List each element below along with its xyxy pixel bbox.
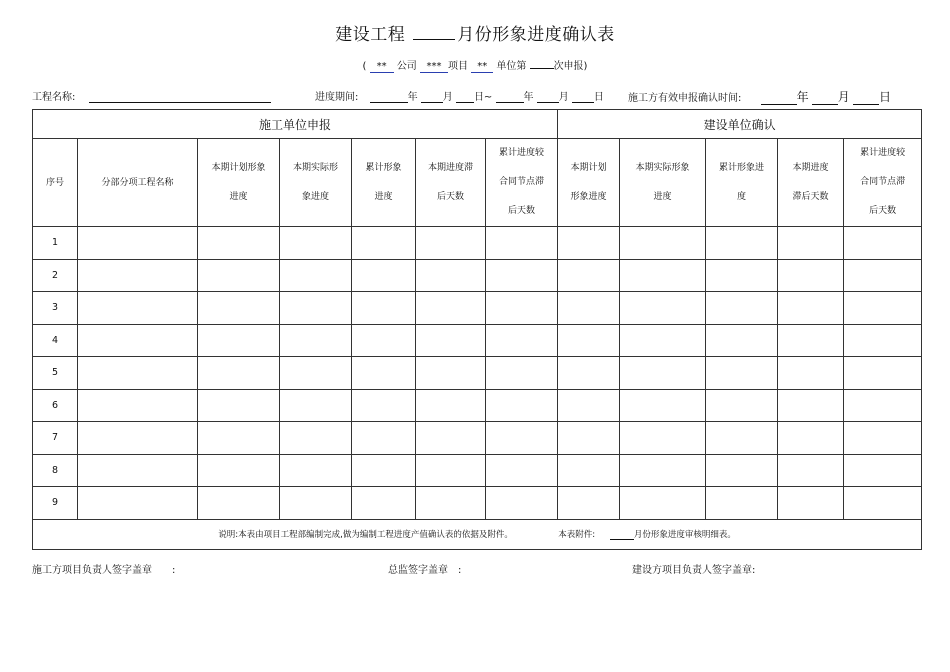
contractor-signature: 施工方项目负责人签字盖章 : (32, 565, 176, 576)
table-cell (280, 422, 352, 455)
group-contractor-header: 施工单位申报 (33, 110, 558, 139)
table-cell (778, 227, 844, 260)
table-cell (280, 324, 352, 357)
column-header (78, 139, 198, 227)
column-header-line: 本期进度 (792, 162, 829, 173)
period-start-day-line (456, 91, 474, 103)
row-number: 7 (33, 422, 78, 455)
note-text: 说明:本表由项目工程部编制完成,做为编制工程进度产值确认表的依据及附件。 (218, 530, 513, 540)
table-cell (198, 454, 280, 487)
column-header-line: 分部分项工程名称 (101, 177, 174, 188)
subtitle-close: 次申报) (553, 61, 588, 72)
progress-table (32, 109, 922, 550)
period-end-year-line (496, 91, 524, 103)
table-row (33, 454, 922, 487)
column-header-line: 后天数 (508, 206, 536, 216)
note-row (33, 519, 922, 549)
table-cell (352, 454, 416, 487)
column-header-line: 本期实际形 (292, 162, 338, 173)
table-cell (78, 487, 198, 520)
table-cell (706, 357, 778, 390)
project-name-line (89, 91, 271, 103)
table-cell (620, 324, 706, 357)
period-end-month: 月 (558, 92, 569, 103)
table-row (33, 227, 922, 260)
column-header-line: 后天数 (869, 206, 897, 216)
column-header (416, 139, 486, 227)
column-header (706, 139, 778, 227)
table-cell (706, 389, 778, 422)
table-row (33, 357, 922, 390)
row-number: 5 (33, 357, 78, 390)
table-cell (198, 292, 280, 325)
column-header (778, 139, 844, 227)
table-cell (416, 389, 486, 422)
column-header-line: 形象进度 (570, 191, 607, 202)
table-cell (416, 227, 486, 260)
table-cell (706, 422, 778, 455)
table-cell (620, 422, 706, 455)
table-cell (558, 454, 620, 487)
column-header (33, 139, 78, 227)
note-cell (33, 519, 922, 549)
table-cell (844, 259, 922, 292)
row-number: 3 (33, 292, 78, 325)
table-row (33, 389, 922, 422)
confirm-time-field (628, 88, 891, 105)
table-cell (558, 292, 620, 325)
table-cell (486, 422, 558, 455)
table-cell (620, 357, 706, 390)
row-number: 4 (33, 324, 78, 357)
table-cell (416, 454, 486, 487)
column-header-line: 进度 (229, 191, 248, 202)
attachment-label: 本表附件: (558, 530, 596, 540)
column-header-line: 进度 (653, 191, 672, 202)
column-header-line: 累计进度较 (499, 148, 545, 158)
unit-label: 单位第 (496, 61, 527, 72)
company-label: 公司 (396, 61, 417, 72)
table-cell (78, 389, 198, 422)
column-header-line: 本期计划形象 (211, 162, 266, 173)
table-cell (620, 292, 706, 325)
table-cell (198, 324, 280, 357)
table-cell (280, 259, 352, 292)
table-cell (198, 227, 280, 260)
table-cell (844, 422, 922, 455)
column-header-line: 象进度 (301, 191, 329, 202)
table-row (33, 292, 922, 325)
column-header-row (33, 139, 922, 227)
period-start-month: 月 (442, 92, 453, 103)
table-cell (416, 324, 486, 357)
table-cell (486, 487, 558, 520)
table-cell (706, 292, 778, 325)
project-label: 项目 (448, 61, 468, 72)
table-cell (78, 357, 198, 390)
table-row (33, 487, 922, 520)
title-blank (413, 25, 455, 40)
table-cell (706, 227, 778, 260)
column-header-line: 本期计划 (570, 162, 607, 173)
table-cell (78, 292, 198, 325)
table-cell (352, 292, 416, 325)
table-cell (78, 227, 198, 260)
unit-value: ** (471, 61, 493, 73)
column-header-line: 后天数 (436, 191, 464, 202)
period-end-day: 日 (593, 92, 604, 103)
table-cell (280, 389, 352, 422)
table-cell (844, 389, 922, 422)
confirm-month: 月 (837, 90, 850, 104)
table-row (33, 422, 922, 455)
project-value: *** (420, 61, 448, 73)
group-header-row (33, 110, 922, 139)
table-cell (620, 454, 706, 487)
table-cell (844, 487, 922, 520)
table-cell (352, 259, 416, 292)
column-header (558, 139, 620, 227)
attachment-text: 月份形象进度审核明细表。 (633, 530, 736, 540)
table-cell (198, 357, 280, 390)
table-cell (706, 324, 778, 357)
table-cell (416, 422, 486, 455)
table-cell (558, 422, 620, 455)
subtitle-open: ( (362, 61, 367, 72)
owner-signature: 建设方项目负责人签字盖章: (632, 565, 756, 576)
table-cell (416, 487, 486, 520)
table-cell (778, 292, 844, 325)
row-number: 9 (33, 487, 78, 520)
period-end-year: 年 (523, 92, 534, 103)
column-header-line: 进度 (374, 191, 393, 202)
table-cell (706, 454, 778, 487)
title-part2: 月份形象进度确认表 (457, 25, 615, 45)
period-start-month-line (421, 91, 443, 103)
period-field (315, 88, 604, 103)
project-name-label: 工程名称: (32, 92, 76, 103)
period-start-year-line (370, 91, 408, 103)
column-header-line: 本期进度滞 (427, 162, 473, 173)
table-body (33, 227, 922, 520)
table-cell (416, 259, 486, 292)
table-cell (778, 324, 844, 357)
table-cell (198, 389, 280, 422)
table-cell (620, 227, 706, 260)
table-cell (558, 487, 620, 520)
table-cell (558, 227, 620, 260)
period-label: 进度期间: (315, 92, 359, 103)
column-header (620, 139, 706, 227)
table-cell (844, 324, 922, 357)
table-cell (844, 292, 922, 325)
table-cell (486, 357, 558, 390)
column-header-line: 合同节点滞 (860, 177, 906, 187)
period-start-year: 年 (407, 92, 418, 103)
period-end-month-line (537, 91, 559, 103)
table-cell (352, 227, 416, 260)
table-cell (280, 227, 352, 260)
table-cell (706, 259, 778, 292)
group-owner-header: 建设单位确认 (558, 110, 922, 139)
confirm-day-line (853, 93, 879, 105)
row-number: 1 (33, 227, 78, 260)
period-end-day-line (572, 91, 594, 103)
table-cell (78, 422, 198, 455)
table-cell (778, 389, 844, 422)
column-header-line: 合同节点滞 (499, 177, 545, 187)
table-cell (198, 259, 280, 292)
page-title (0, 20, 950, 45)
row-number: 6 (33, 389, 78, 422)
column-header (280, 139, 352, 227)
confirm-year-line (761, 93, 797, 105)
table-cell (352, 324, 416, 357)
table-cell (844, 357, 922, 390)
project-name-field (32, 88, 271, 103)
table-cell (778, 487, 844, 520)
column-header-line: 累计形象进 (719, 162, 765, 173)
table-cell (352, 487, 416, 520)
column-header (198, 139, 280, 227)
table-cell (844, 227, 922, 260)
table-cell (486, 454, 558, 487)
table-cell (706, 487, 778, 520)
table-cell (78, 259, 198, 292)
table-cell (486, 227, 558, 260)
table-cell (198, 487, 280, 520)
table-cell (352, 357, 416, 390)
column-header-line: 度 (737, 191, 747, 202)
confirm-time-label: 施工方有效申报确认时间: (628, 93, 742, 104)
period-start-day: 日~ (473, 92, 493, 103)
title-part1: 建设工程 (335, 25, 406, 45)
table-row (33, 259, 922, 292)
column-header-line: 累计进度较 (860, 148, 906, 158)
column-header-line: 累计形象 (365, 162, 402, 173)
column-header (844, 139, 922, 227)
table-cell (558, 324, 620, 357)
table-cell (280, 292, 352, 325)
table-cell (620, 487, 706, 520)
supervisor-signature: 总监签字盖章 : (388, 565, 462, 576)
confirm-year: 年 (796, 90, 809, 104)
row-number: 2 (33, 259, 78, 292)
table-cell (78, 454, 198, 487)
table-cell (352, 389, 416, 422)
table-cell (280, 357, 352, 390)
attachment-blank (610, 530, 634, 540)
table-cell (778, 422, 844, 455)
table-cell (620, 259, 706, 292)
table-cell (620, 389, 706, 422)
table-cell (486, 324, 558, 357)
subtitle (0, 57, 950, 73)
report-count-blank (530, 68, 554, 69)
table-row (33, 324, 922, 357)
company-value: ** (370, 61, 394, 73)
table-cell (416, 292, 486, 325)
table-cell (280, 487, 352, 520)
table-cell (558, 259, 620, 292)
table-cell (416, 357, 486, 390)
table-cell (352, 422, 416, 455)
column-header-line: 本期实际形象 (635, 162, 690, 173)
table-cell (778, 259, 844, 292)
column-header (486, 139, 558, 227)
confirm-day: 日 (878, 90, 891, 104)
table-cell (280, 454, 352, 487)
table-cell (486, 259, 558, 292)
table-cell (558, 389, 620, 422)
table-cell (844, 454, 922, 487)
column-header-line: 滞后天数 (792, 191, 829, 202)
table-cell (486, 389, 558, 422)
table-cell (558, 357, 620, 390)
confirm-month-line (812, 93, 838, 105)
table-cell (486, 292, 558, 325)
table-cell (198, 422, 280, 455)
column-header-line: 序号 (45, 177, 64, 188)
column-header (352, 139, 416, 227)
table-cell (778, 454, 844, 487)
row-number: 8 (33, 454, 78, 487)
table-cell (78, 324, 198, 357)
table-cell (778, 357, 844, 390)
